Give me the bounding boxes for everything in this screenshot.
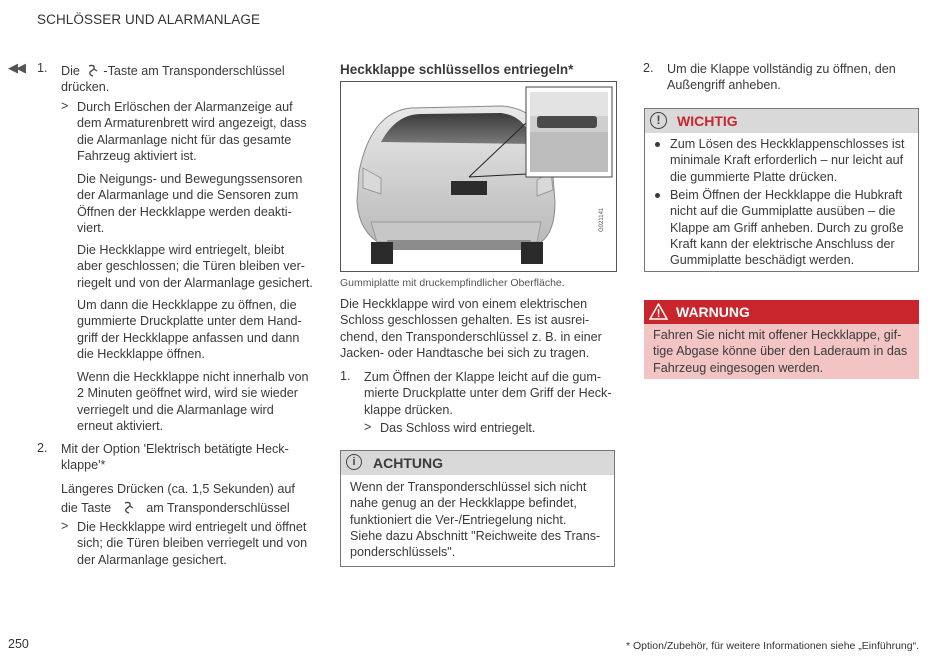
result-arrow: > <box>61 519 69 533</box>
text-line: nahe genug an der Heckklappe befindet, <box>350 496 577 511</box>
text-line: Fahren Sie nicht mit offener Heckklappe, gif- <box>653 328 902 342</box>
figure-caption: Gummiplatte mit druckempfindlicher Oberfläche. <box>340 277 565 289</box>
text-line: Schloss geschlossen gehalten. Es ist ausrei- <box>340 313 590 328</box>
warnung-title: WARNUNG <box>676 304 750 320</box>
page-number: 250 <box>8 637 29 651</box>
achtung-text <box>350 479 608 560</box>
result-arrow: > <box>61 99 69 113</box>
text-part: am Transponderschlüssel <box>146 501 290 515</box>
text-line: Öffnen der Heckklappe werden deakti- <box>77 204 292 219</box>
text-line: minimale Kraft erforderlich – nur leicht auf <box>670 153 904 168</box>
text-line: ponderschlüssels". <box>350 545 456 560</box>
achtung-title: ACHTUNG <box>373 455 443 471</box>
text-line: Fahrzeug aktiviert ist. <box>77 148 197 163</box>
wichtig-header <box>645 109 918 133</box>
car-rear-illustration <box>341 82 616 271</box>
step-2-result <box>77 519 322 568</box>
text-line: Die Heckklappe wird entriegelt, bleibt <box>77 243 285 257</box>
footer-note: * Option/Zubehör, für weitere Informationen siehe „Einführung“. <box>626 640 919 652</box>
text-line: dem Armaturenbrett wird angezeigt, dass <box>77 116 307 131</box>
text-line <box>61 499 321 518</box>
text-line: Die Heckklappe wird entriegelt und öffnet <box>77 520 307 534</box>
step-number: 1. <box>37 61 48 75</box>
exclamation-icon: ! <box>650 112 667 129</box>
figure-code: G021141 <box>599 207 605 232</box>
achtung-box <box>340 450 615 567</box>
intro-paragraph <box>340 296 620 361</box>
text-line: Außengriff anheben. <box>667 78 781 93</box>
unlock-tailgate-key-icon <box>121 501 137 515</box>
text-line: griff der Heckklappe anfassen und dann <box>77 330 300 345</box>
warnung-header <box>644 300 919 324</box>
text-line: Durch Erlöschen der Alarmanzeige auf <box>77 100 293 114</box>
info-icon: i <box>346 454 362 470</box>
section-heading: Heckklappe schlüssellos entriegeln* <box>340 62 574 77</box>
text-line: verriegelt und die Alarmanlage wird <box>77 402 274 417</box>
step-1-result <box>77 99 322 164</box>
warning-triangle-icon <box>649 303 668 320</box>
step-1-paragraph-5 <box>77 369 322 434</box>
text-line: der Alarmanlage gesichert. <box>77 552 227 567</box>
tailgate-figure <box>340 81 617 272</box>
step-1-text <box>61 63 321 96</box>
step-1-text <box>364 369 620 418</box>
page-header-title: SCHLÖSSER UND ALARMANLAGE <box>37 12 261 27</box>
step-number: 2. <box>643 61 654 75</box>
step-1-result: Das Schloss wird entriegelt. <box>380 421 536 435</box>
text-line: Beim Öffnen der Heckklappe die Hubkraft <box>670 188 903 202</box>
step-2-paragraph <box>61 480 321 518</box>
text-line: 2 Minuten geöffnet wird, wird sie wieder <box>77 386 298 401</box>
text-line: Wenn der Transponderschlüssel sich nicht <box>350 480 587 494</box>
step-1-text-part-a: Die <box>61 64 80 78</box>
text-line: Zum Öffnen der Klappe leicht auf die gum- <box>364 370 602 384</box>
warnung-box <box>644 300 919 379</box>
step-2-title <box>61 441 321 474</box>
text-line: Siehe dazu Abschnitt "Reichweite des Trans- <box>350 528 601 543</box>
unlock-tailgate-key-icon <box>85 64 101 78</box>
text-line: Mit der Option 'Elektrisch betätigte Heck- <box>61 442 289 456</box>
wichtig-bullet-1 <box>670 136 915 185</box>
bullet-dot <box>655 142 660 147</box>
step-number: 1. <box>340 369 351 383</box>
text-line: funktioniert die Ver-/Entriegelung nicht. <box>350 512 567 527</box>
step-1-text-line-2: drücken. <box>61 80 110 95</box>
text-line: Wenn die Heckklappe nicht innerhalb von <box>77 370 309 384</box>
result-arrow: > <box>364 420 372 434</box>
text-line: klappe'* <box>61 458 106 473</box>
text-line: aber geschlossen; die Türen bleiben ver- <box>77 259 305 274</box>
text-line: viert. <box>77 220 105 235</box>
text-line: sich; die Türen bleiben verriegelt und von <box>77 536 308 551</box>
step-number: 2. <box>37 441 48 455</box>
text-line: gummierte Druckplatte unter dem Hand- <box>77 314 302 329</box>
text-line: chend, den Transponderschlüssel z. B. in einer <box>340 329 602 344</box>
wichtig-bullet-2 <box>670 187 915 268</box>
step-2-text <box>667 61 922 94</box>
wichtig-title: WICHTIG <box>677 113 738 129</box>
text-line: nicht auf die Gummiplatte ausüben – die <box>670 204 896 219</box>
text-line: klappe drücken. <box>364 402 453 417</box>
achtung-header <box>341 451 614 475</box>
text-line: erneut aktiviert. <box>77 418 164 433</box>
text-line: Gummiplatte beschädigt werden. <box>670 253 855 268</box>
text-line: die gummierte Platte drücken. <box>670 169 838 184</box>
text-line: Zum Lösen des Heckklappenschlosses ist <box>670 137 905 151</box>
text-line: tige Abgase könne über den Laderaum in das <box>653 344 908 359</box>
text-line: die Alarmanlage nicht für das gesamte <box>77 132 292 147</box>
text-line: Fahrzeug eingesogen werden. <box>653 360 824 375</box>
previous-page-icon[interactable]: ◀◀ <box>8 60 24 75</box>
step-1-paragraph-2 <box>77 171 322 236</box>
text-line: Klappe am Griff anheben. Durch zu große <box>670 220 904 235</box>
text-line: Kraft kann der elektrische Anschluss der <box>670 236 895 251</box>
warnung-text <box>653 327 915 376</box>
text-line: mierte Druckplatte unter dem Griff der Heck- <box>364 386 612 401</box>
text-line: Um die Klappe vollständig zu öffnen, den <box>667 62 896 76</box>
step-1-paragraph-3 <box>77 242 322 291</box>
text-line: der Alarmanlage und die Sensoren zum <box>77 188 299 203</box>
step-1-text-part-b: -Taste am Transponderschlüssel <box>103 64 285 78</box>
text-line: Längeres Drücken (ca. 1,5 Sekunden) auf <box>61 482 295 496</box>
wichtig-box <box>644 108 919 272</box>
text-part: die Taste <box>61 501 112 515</box>
text-line: Die Heckklappe wird von einem elektrischen <box>340 297 588 311</box>
text-line: die Heckklappe öffnen. <box>77 346 205 361</box>
bullet-dot <box>655 193 660 198</box>
text-line: Die Neigungs- und Bewegungssensoren <box>77 172 303 186</box>
text-line: Jacken- oder Handtasche bei sich zu tragen. <box>340 345 590 360</box>
text-line: Um dann die Heckklappe zu öffnen, die <box>77 298 297 312</box>
step-1-paragraph-4 <box>77 297 322 362</box>
text-line: riegelt und von der Alarmanlage gesichert. <box>77 275 313 290</box>
